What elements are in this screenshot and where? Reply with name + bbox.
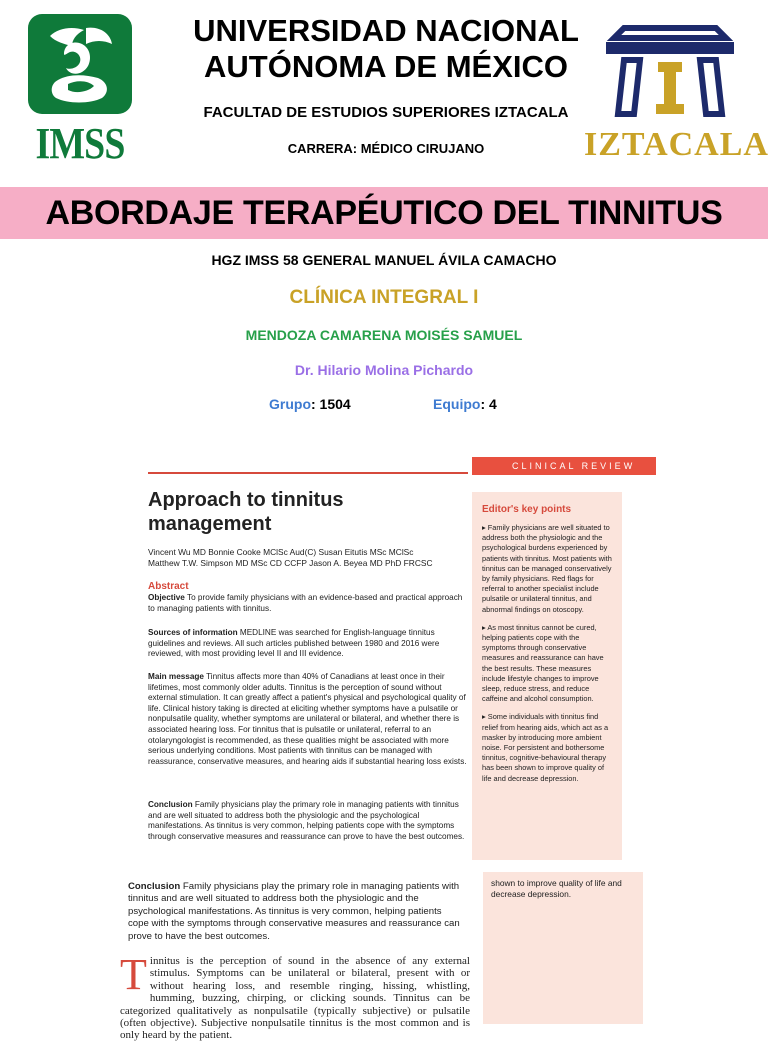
key-points-box-tail: shown to improve quality of life and decrease depression.	[483, 872, 643, 1024]
hospital-name: HGZ IMSS 58 GENERAL MANUEL ÁVILA CAMACHO	[211, 252, 557, 268]
abstract-sources	[148, 628, 468, 660]
imss-logo	[24, 14, 136, 166]
key-points-heading: Editor's key points	[482, 504, 572, 515]
article-title-line-2: management	[148, 513, 272, 535]
authors-line-2: Matthew T.W. Simpson MD MSc CD CCFP Jason A. Beyea MD PhD FRCSC	[148, 558, 433, 568]
group-value: : 1504	[311, 396, 351, 412]
team-value: : 4	[480, 396, 497, 412]
team-info	[433, 396, 497, 412]
body-paragraph: innitus is the perception of sound in the absence of any external stimulus. Symptoms can be unilateral or bilateral, present with or without hearing loss, and resemble ringing, hissing, whistling, humming, buzzing, chirping, or clicking sounds. Tinnitus can be categorized qualitatively as nonpulsatile (typically subjective) or pulsatile (often objective). Subjective nonpulsatile tinnitus is the most common and is only heard by the patient.	[120, 955, 470, 1042]
lower-conclusion	[128, 881, 462, 943]
sources-text: MEDLINE was searched for English-language tinnitus guidelines and reviews. All such articles published between 1980 and 2016 were reviewed, with most providing level II and III evidence.	[148, 628, 440, 659]
section-tag: CLINICAL REVIEW	[472, 457, 656, 475]
doctor-name: Dr. Hilario Molina Pichardo	[294, 362, 474, 378]
authors-line-1: Vincent Wu MD Bonnie Cooke MClSc Aud(C) Susan Eitutis MSc MClSc	[148, 547, 414, 557]
student-name: MENDOZA CAMARENA MOISÉS SAMUEL	[245, 327, 523, 343]
imss-logo-text: IMSS	[35, 119, 125, 168]
lower-conclusion-label: Conclusion	[128, 881, 181, 892]
drop-cap: T	[120, 950, 147, 999]
university-name-line-2: AUTÓNOMA DE MÉXICO	[204, 49, 568, 84]
conclusion-label: Conclusion	[148, 800, 193, 809]
title-band	[0, 187, 768, 239]
document-title: ABORDAJE TERAPÉUTICO DEL TINNITUS	[45, 194, 723, 232]
university-name-line-1: UNIVERSIDAD NACIONAL	[193, 13, 579, 48]
conclusion-text: Family physicians play the primary role in managing patients with tinnitus and are well situated to address both the physiologic and the psychological manifestations. As tinnitus is very common, helping patients cope with the symptoms through conservative measures and reassurance can prove to have the best outcomes.	[148, 800, 465, 841]
objective-text: To provide family physicians with an evidence-based and practical approach to managing patients with tinnitus.	[148, 593, 463, 613]
article-title	[148, 488, 388, 536]
group-label: Grupo	[269, 396, 311, 412]
article-title-line-1: Approach to tinnitus	[148, 489, 344, 511]
article-image	[114, 440, 658, 860]
abstract-conclusion	[148, 800, 468, 842]
abstract-main-message	[148, 672, 468, 767]
sources-label: Sources of information	[148, 628, 238, 637]
university-name	[140, 13, 632, 85]
team-label: Equipo	[433, 396, 481, 412]
article-header-rule	[148, 472, 468, 474]
key-point: ▸ As most tinnitus cannot be cured, helping patients cope with the symptoms through conservative measures and reassurance can have the best results. These measures include lifestyle changes to improve sleep, reduce stress, and reduce caffeine and alcohol consumption.	[482, 622, 604, 704]
main-message-label: Main message	[148, 672, 204, 681]
key-point: ▸ Some individuals with tinnitus find relief from hearing aids, which act as a masker by introducing more ambient noise. For persistent and bothersome tinnitus, cognitive-behavioural therapy has been shown to improve quality of life and decrease depression.	[482, 712, 609, 783]
article-body-text	[120, 950, 470, 1042]
main-message-text: Tinnitus affects more than 40% of Canadians at least once in their lifetimes, most commonly older adults. Tinnitus is the perception of sound without external stimulation. It can greatly affect a patient's physical and psychological quality of life. Clinical history taking is directed at eliciting whether symptoms have a pulsatile or nonpulsatile quality, whether symptoms are unilateral or bilateral, and whether there is associated hearing loss. For tinnitus that is pulsatile or unilateral, referral to an otolaryngologist is recommended, as these qualities might be associated with more serious underlying conditions. Most patients with tinnitus can be managed with reassurance, conservative measures, and hearing aids if substantial hearing loss exists.	[148, 672, 467, 766]
objective-label: Objective	[148, 593, 185, 602]
faculty-name: FACULTAD DE ESTUDIOS SUPERIORES IZTACALA	[203, 104, 569, 121]
career-name: CARRERA: MÉDICO CIRUJANO	[287, 141, 485, 156]
lower-conclusion-text: Family physicians play the primary role in managing patients with tinnitus and are well situated to address both the physiologic and the psychological manifestations. As tinnitus is very common, helping patients cope with the symptoms through conservative measures and reassurance can prove to have the best outcomes.	[128, 881, 460, 942]
abstract-objective	[148, 593, 468, 614]
key-point: ▸ Family physicians are well situated to address both the physiologic and the psychological burdens experienced by patients with tinnitus. Most patients with tinnitus can be managed conservatively by family physicians. Red flags for referral to another specialist include pulsatile or unilateral tinnitus, and abnormal findings on otoscopy.	[482, 523, 612, 614]
imss-eagle-emblem-icon	[28, 14, 132, 114]
course-name: CLÍNICA INTEGRAL I	[289, 287, 479, 308]
abstract-heading: Abstract	[148, 581, 189, 592]
key-points-box	[472, 492, 622, 860]
article-authors	[148, 547, 448, 569]
group-info	[269, 396, 351, 412]
iztacala-logo-text: IZTACALA	[584, 126, 769, 163]
